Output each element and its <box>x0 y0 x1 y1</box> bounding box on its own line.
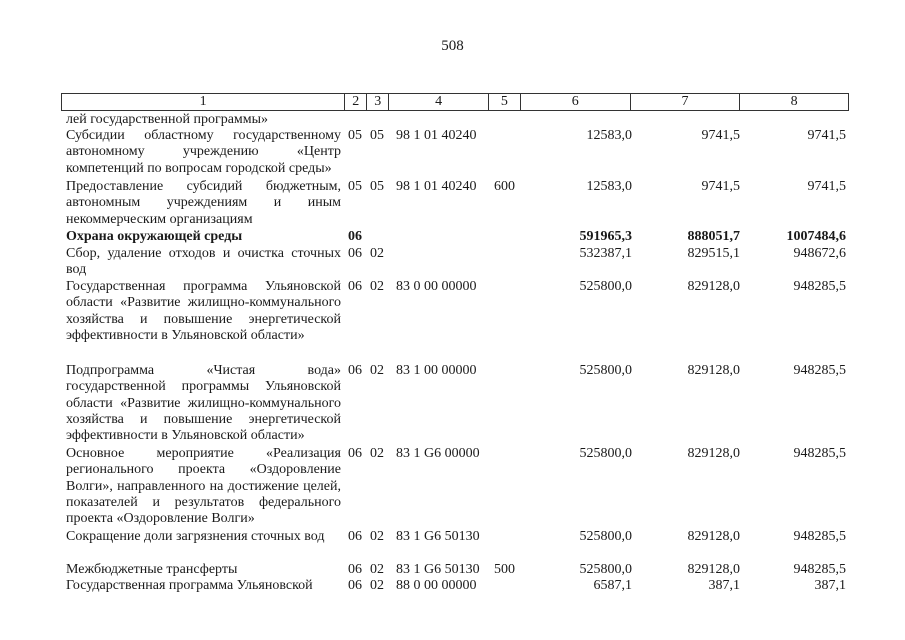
header-col-7: 7 <box>631 94 741 110</box>
row-amount-8: 948285,5 <box>793 363 846 378</box>
row-section: 06 <box>348 229 362 244</box>
row-name: Государственная программа Ульяновской области «Развитие жилищно-коммунального хозяйства и повышение энергетической эффективности в Ульяновской области» <box>66 279 341 343</box>
row-target-code: 88 0 00 00000 <box>396 578 477 593</box>
row-amount-7: 829128,0 <box>687 279 740 294</box>
row-name: Государственная программа Ульяновской <box>66 578 313 593</box>
row-subsection: 02 <box>370 562 384 577</box>
row-name: Охрана окружающей среды <box>66 229 243 244</box>
row-amount-8: 948285,5 <box>793 562 846 577</box>
row-amount-8: 948285,5 <box>793 529 846 544</box>
row-name: Субсидии областному государственному автономному учреждению «Центр компетенций по вопросам городской среды» <box>66 128 341 176</box>
row-expense-type: 500 <box>494 562 515 577</box>
row-section: 06 <box>348 578 362 593</box>
row-section: 06 <box>348 446 362 461</box>
row-amount-8: 9741,5 <box>807 128 846 143</box>
row-amount-8: 948672,6 <box>793 246 846 261</box>
row-amount-7: 829515,1 <box>687 246 740 261</box>
row-amount-7: 9741,5 <box>701 179 740 194</box>
row-amount-8: 387,1 <box>814 578 846 593</box>
row-target-code: 98 1 01 40240 <box>396 179 477 194</box>
row-subsection: 02 <box>370 246 384 261</box>
row-amount-7: 9741,5 <box>701 128 740 143</box>
row-section: 05 <box>348 128 362 143</box>
row-amount-6: 525800,0 <box>579 562 632 577</box>
header-col-5: 5 <box>489 94 521 110</box>
row-amount-6: 6587,1 <box>593 578 632 593</box>
header-col-8: 8 <box>790 94 798 109</box>
row-name: Основное мероприятие «Реализация регионального проекта «Оздоровление Волги», направленного на достижение целей, показателей и результатов федерального проекта «Оздоровление Волги» <box>66 446 341 527</box>
row-subsection: 02 <box>370 279 384 294</box>
row-amount-7: 888051,7 <box>687 229 740 244</box>
row-section: 06 <box>348 562 362 577</box>
row-target-code: 83 1 00 00000 <box>396 363 477 378</box>
row-amount-8: 948285,5 <box>793 279 846 294</box>
row-amount-6: 525800,0 <box>579 529 632 544</box>
row-amount-6: 525800,0 <box>579 279 632 294</box>
row-target-code: 83 0 00 00000 <box>396 279 477 294</box>
row-amount-6: 532387,1 <box>579 246 632 261</box>
row-name: Подпрограмма «Чистая вода» государственной программы Ульяновской области «Развитие жилищно-коммунального хозяйства и повышение энергетической эффективности в Ульяновской области» <box>66 363 341 444</box>
header-col-4: 4 <box>389 94 489 110</box>
row-subsection: 02 <box>370 578 384 593</box>
row-amount-7: 829128,0 <box>687 562 740 577</box>
row-name: лей государственной программы» <box>66 112 269 127</box>
row-target-code: 83 1 G6 50130 <box>396 529 480 544</box>
row-subsection: 02 <box>370 529 384 544</box>
row-section: 06 <box>348 279 362 294</box>
header-col-1: 1 <box>62 94 345 110</box>
row-amount-6: 12583,0 <box>586 179 632 194</box>
row-section: 06 <box>348 246 362 261</box>
row-section: 06 <box>348 363 362 378</box>
page-number: 508 <box>441 38 464 54</box>
row-amount-6: 12583,0 <box>586 128 632 143</box>
row-subsection: 05 <box>370 128 384 143</box>
row-target-code: 98 1 01 40240 <box>396 128 477 143</box>
row-expense-type: 600 <box>494 179 515 194</box>
row-amount-7: 829128,0 <box>687 529 740 544</box>
header-col-6: 6 <box>521 94 631 110</box>
row-subsection: 05 <box>370 179 384 194</box>
row-amount-8: 9741,5 <box>807 179 846 194</box>
row-target-code: 83 1 G6 00000 <box>396 446 480 461</box>
row-amount-8: 1007484,6 <box>786 229 846 244</box>
row-name: Предоставление субсидий бюджетным, автономным учреждениям и иным некоммерческим организациям <box>66 179 341 227</box>
row-subsection: 02 <box>370 363 384 378</box>
header-col-3: 3 <box>367 94 389 110</box>
row-section: 06 <box>348 529 362 544</box>
row-subsection: 02 <box>370 446 384 461</box>
row-amount-6: 525800,0 <box>579 363 632 378</box>
row-amount-7: 829128,0 <box>687 363 740 378</box>
row-name: Сокращение доли загрязнения сточных вод <box>66 529 325 544</box>
row-amount-7: 829128,0 <box>687 446 740 461</box>
row-amount-6: 591965,3 <box>579 229 632 244</box>
table-header <box>61 93 849 111</box>
row-amount-6: 525800,0 <box>579 446 632 461</box>
row-target-code: 83 1 G6 50130 <box>396 562 480 577</box>
row-amount-7: 387,1 <box>708 578 740 593</box>
header-col-2: 2 <box>345 94 367 110</box>
row-name: Сбор, удаление отходов и очистка сточных вод <box>66 246 341 278</box>
row-name: Межбюджетные трансферты <box>66 562 238 577</box>
row-amount-8: 948285,5 <box>793 446 846 461</box>
row-section: 05 <box>348 179 362 194</box>
